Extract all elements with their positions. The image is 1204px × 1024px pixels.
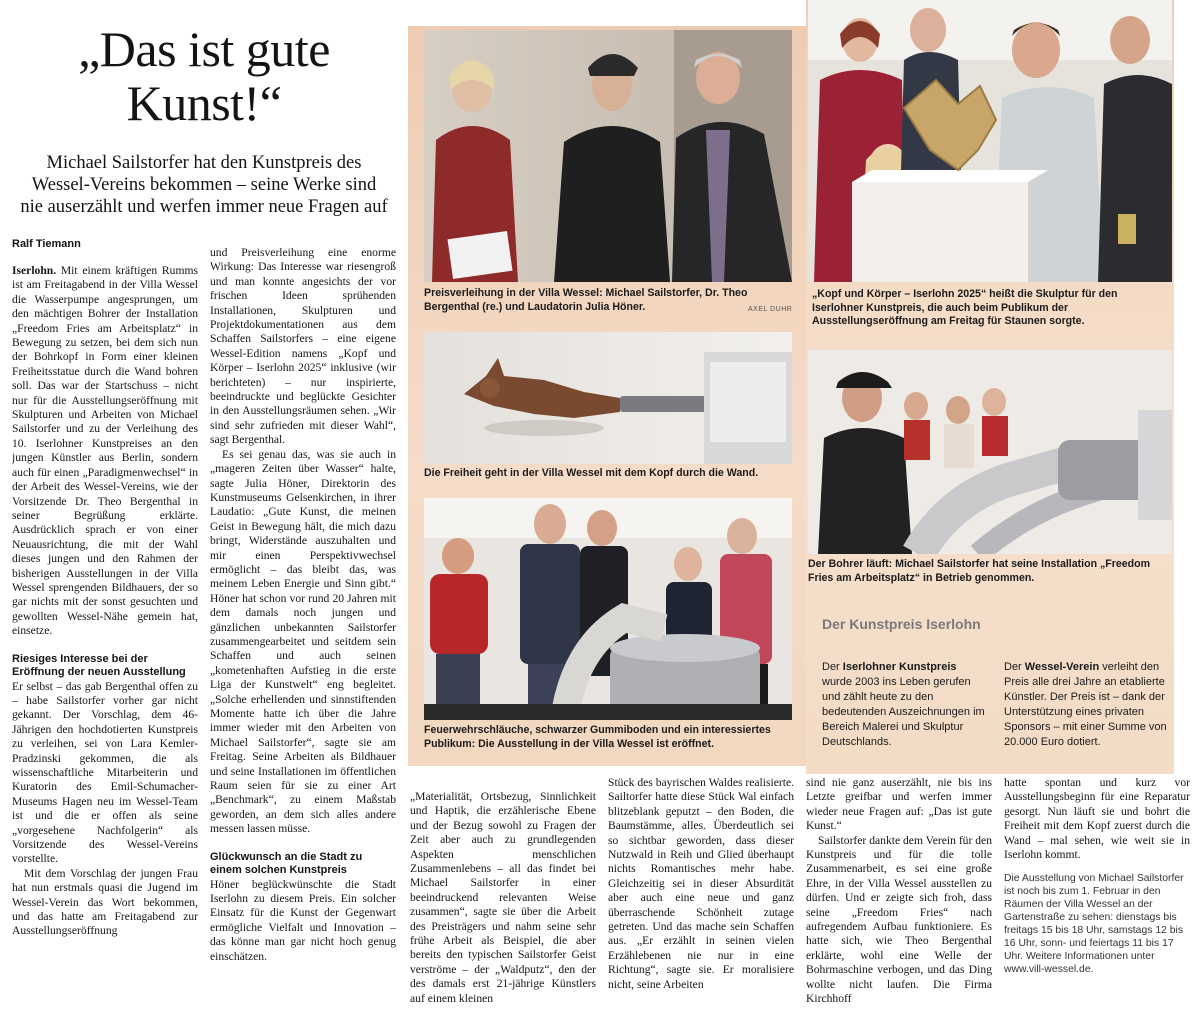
- infobox-left-pre: Der: [822, 661, 840, 673]
- infobox-right: [1004, 660, 1170, 750]
- photo-statue-wall: [424, 332, 792, 464]
- photo-audience-hoses: [424, 498, 792, 720]
- paragraph-text: Mit einem kräftigen Rumms ist am Freitagabend in der Villa Wessel die Wasserpumpe angesprungen, um den mächtigen Bohrer der Installation „Freedom Fries am Arbeitsplatz“ in Bewegung zu setzen, bei dem sich nun der Bohrkopf in Form einer kleinen Freiheitsstatue durch die Wand bohren soll. Das war der Startschuss – nicht nur für die Ausstellungseröffnung mit Skulpturen und Arbeiten von Michael Sailstorfer und zu der Verleihung des 10. Iserlohner Kunstpreises an den jungen Künstler aus Berlin, sondern auch für einen „Paradigmenwechsel“ in der Arbeit des Wessel-Vereins, wie der Vorsitzende Dr. Theo Bergenthal in seiner Begrüßung erklärte. Ausdrücklich sprach er von einer Neuausrichtung, die mit der Wahl dieses jungen und den Rahmen der bisherigen Ausstellungen in der Villa Wessel sprengenden Bildhauers, der so gar nichts mit der sonst gesuchten und gewollten Wessel-Nähe gemein hat, einsetze.: [12, 264, 198, 638]
- photo-award-ceremony: [424, 30, 792, 282]
- subhead-line-1: Michael Sailstorfer hat den Kunstpreis des: [46, 153, 362, 173]
- paragraph: Er selbst – das gab Bergenthal offen zu – habe Sailstorfer vorher gar nicht gekannt. Der Vorschlag, dem 46-Jährigen den hochdotierten Kunstpreis zu verleihen, sei von Lara Kemler-Pradzinski gekommen, die als wissenschaftliche Mitarbeiterin und Kuratorin des Emil-Schumacher-Museums Hagen neu im Wessel-Team ist und die er offen als seine „vorgesehene Nachfolgerin“ als Vorsitzende des Wessel-Vereins vorstellte.: [12, 679, 198, 866]
- article-column-2: [210, 246, 396, 1019]
- subheading-interest: Riesiges Interesse bei der Eröffnung der neuen Ausstellung: [12, 652, 186, 679]
- paragraph: Stück des bayrischen Waldes realisierte. Sailtorfer hatte diese Stück Wal einfach blitzeblank geputzt – den Boden, die Baumstämme, alles. Überdeutlich sei so sichtbar geworden, dass dieser Nutzwald in Reih und Glied überhaupt nichts Romantisches mehr habe. Gleichzeitig sei in dieser Absurdität aber auch eine neue und ganz überraschende Schönheit zutage getreten. Und das mache sein Schaffen aus. „Er erzählt in seinen vielen Erzählebenen nie nur in eine Richtung“, sagte sie. Er moralisiere nicht, seine Arbeiten: [608, 776, 794, 991]
- infobox-left: [822, 660, 986, 750]
- subheadline: [6, 152, 402, 218]
- paragraph: Es sei genau das, was sie auch in „mageren Zeiten über Wasser“ halte, sagte Julia Höner, Direktorin des Kunstmuseums Gelsenkirchen, in ihrer Laudatio: „Gute Kunst, die meinen Geist in Bewegung hält, die mich dazu bringt, Widerstände auszuhalten und mir einen Perspektivwechsel ermöglicht – das bleibt das, was meinem Leben Energie und Sinn gibt.“ Höner hat schon vor rund 20 Jahren mit dem damals noch jungen und gänzlichen unbekannten Sailstorfer zusammengearbeitet und seitdem sein Schaffen und auch seinen „kometenhaften Aufstieg in die erste Liga der Kunstwelt“ eng begleitet. „Solche erhellenden und sinnstiftenden Momente hatte ich über die Jahre immer wieder mit den Arbeiten von Michael Sailstorfer“, sagte sie am Freitag. Seine Arbeiten als Bildhauer und seine Installationen im öffentlichen Raum seien für sie zu einer Art „Benchmark“, zu einem Maßstab geworden, an dem sich alles andere messen lassen müsse.: [210, 447, 396, 836]
- paragraph: sind nie ganz auserzählt, nie bis ins Letzte greifbar und werfen immer wieder neue Fragen auf: „Das ist gute Kunst.“: [806, 776, 992, 833]
- photo-drill-image: [808, 350, 1172, 554]
- infobox-right-rest: verleiht den Preis alle drei Jahre an etablierte Künstler. Der Preis ist – dank der Unterstützung eines privaten Sponsors – mit einer Summe von 20.000 Euro dotiert.: [1004, 661, 1167, 748]
- infobox-left-bold: Iserlohner Kunstpreis: [842, 661, 957, 673]
- paragraph: Sailstorfer dankte dem Verein für den Kunstpreis und für die tolle Zusammenarbeit, es sei eine große Ehre, in der Villa Wessel ausstellen zu dürfen. Und er zeigte sich froh, dass seine „Freedom Fries“ nach aufregendem Aufbau funktioniere. Es hatte sich, wie Theo Bergenthal erklärte, wohl eine Welle der Bohrmaschine verbogen, und das Ding wollte nicht laufen. Die Firma Kirchhoff: [806, 833, 992, 1006]
- photo-sculpture-audience: [808, 0, 1172, 282]
- caption-audience: Feuerwehrschläuche, schwarzer Gummiboden und ein interessiertes Publikum: Die Ausstellung in der Villa Wessel ist eröffnet.: [424, 724, 771, 750]
- article-column-6: [1004, 776, 1190, 1022]
- photo-statue-image: [424, 332, 792, 464]
- article-column-1: [12, 264, 198, 1019]
- headline: [6, 22, 402, 130]
- infobox-right-bold: Wessel-Verein: [1024, 661, 1100, 673]
- subheading-congrats: Glückwunsch an die Stadt zu einem solchen Kunstpreis: [210, 850, 363, 877]
- subhead-line-3: nie auserzählt und werfen immer neue Fragen auf: [20, 197, 388, 217]
- dateline: Iserlohn.: [12, 264, 57, 277]
- caption-sculpture: „Kopf und Körper – Iserlohn 2025“ heißt die Skulptur für den Iserlohner Kunstpreis, die auch beim Publikum der Ausstellungseröffnung am Freitag für Staunen sorgte.: [812, 288, 1118, 327]
- article-column-3: [410, 790, 596, 1022]
- photo-sculpture-image: [808, 0, 1172, 282]
- exhibition-info: Die Ausstellung von Michael Sailstorfer ist noch bis zum 1. Februar in den Räumen der Villa Wessel an der Gartenstraße zu sehen: dienstags bis freitags 15 bis 18 Uhr, samstags 12 bis 16 Uhr, sonn- und feiertags 11 bis 17 Uhr. Weitere Informationen unter www.vill-wessel.de.: [1004, 873, 1184, 976]
- paragraph: hatte spontan und kurz vor Ausstellungsbeginn für eine Reparatur gesorgt. Nun läuft sie und bohrt die Freiheit mit dem Kopf zuerst durch die Wand – mal sehen, wie weit sie in Iserlohn kommt.: [1004, 776, 1190, 862]
- paragraph: [12, 264, 198, 639]
- infobox-left-rest: wurde 2003 ins Leben gerufen und zählt heute zu den bedeutenden Auszeichnungen im Bereich Malerei und Skulptur Deutschlands.: [822, 676, 985, 748]
- article-column-4: [608, 776, 794, 1022]
- article-column-5: [806, 776, 992, 1022]
- paragraph: Höner beglückwünschte die Stadt Iserlohn zu diesem Preis. Ein solcher Einsatz für die Kunst der Gegenwart ermögliche Vielfalt und Innovation – das könne man gar nicht hoch genug einschätzen.: [210, 877, 396, 963]
- caption-statue: Die Freiheit geht in der Villa Wessel mit dem Kopf durch die Wand.: [424, 467, 759, 479]
- headline-line-2: Kunst!“: [126, 75, 282, 131]
- headline-line-1: „Das ist gute: [78, 21, 330, 77]
- subhead-line-2: Wessel-Vereins bekommen – seine Werke sind: [31, 175, 377, 195]
- infobox-title: Der Kunstpreis Iserlohn: [822, 616, 981, 632]
- paragraph: „Materialität, Ortsbezug, Sinnlichkeit und Haptik, die erzählerische Ebene und der Bezug sowohl zu Fragen der Zeit aber auch zu grundlegenden Aspekten menschlichen Zusammenlebens – all das findet bei Michael Sailstorfer in einer beeindruckend relevanten Weise zusammen“, sagte sie über die Arbeit des Preisträgers und nahm seine sehr frühe Arbeit als Beispiel, die aber bereits den typischen Sailstorfer Geist verströme – der „Waldputz“, den der des damals erst 21-jährige Künstlers auf einem kleinen: [410, 790, 596, 1005]
- author-byline: Ralf Tiemann: [12, 238, 81, 250]
- paragraph: und Preisverleihung eine enorme Wirkung: Das Interesse war riesengroß und man konnte angesichts der vor frischen Ideen sprühenden Installationen, Skulpturen und Projektdokumentationen aus dem Schaffen Sailstorfers – eine eigene Wessel-Edition namens „Kopf und Körper – Iserlohn 2025“ inklusive (wir berichteten) – nur inspirierte, beeindruckte und beglückte Gesichter in den Ausstellungsräumen sehen. „Wir sind sehr zufrieden mit dieser Wahl“, sagt Bergenthal.: [210, 246, 396, 447]
- caption-drill: Der Bohrer läuft: Michael Sailstorfer hat seine Installation „Freedom Fries am Arbeitsplatz“ in Betrieb genommen.: [808, 558, 1151, 584]
- photo-drill: [808, 350, 1172, 554]
- caption-award-ceremony: Preisverleihung in der Villa Wessel: Michael Sailstorfer, Dr. Theo Bergenthal (re.) und Laudatorin Julia Höner.: [424, 287, 748, 313]
- paragraph: Mit dem Vorschlag der jungen Frau hat nun erstmals quasi die Jugend im Wessel-Verein das Wort bekommen, und das hatte am Freitagabend zur Ausstellungseröffnung: [12, 866, 198, 938]
- photo-credit: AXEL DUHR: [748, 306, 793, 313]
- photo-audience-image: [424, 498, 792, 720]
- infobox-right-pre: Der: [1004, 661, 1022, 673]
- photo-award-ceremony-image: [424, 30, 792, 282]
